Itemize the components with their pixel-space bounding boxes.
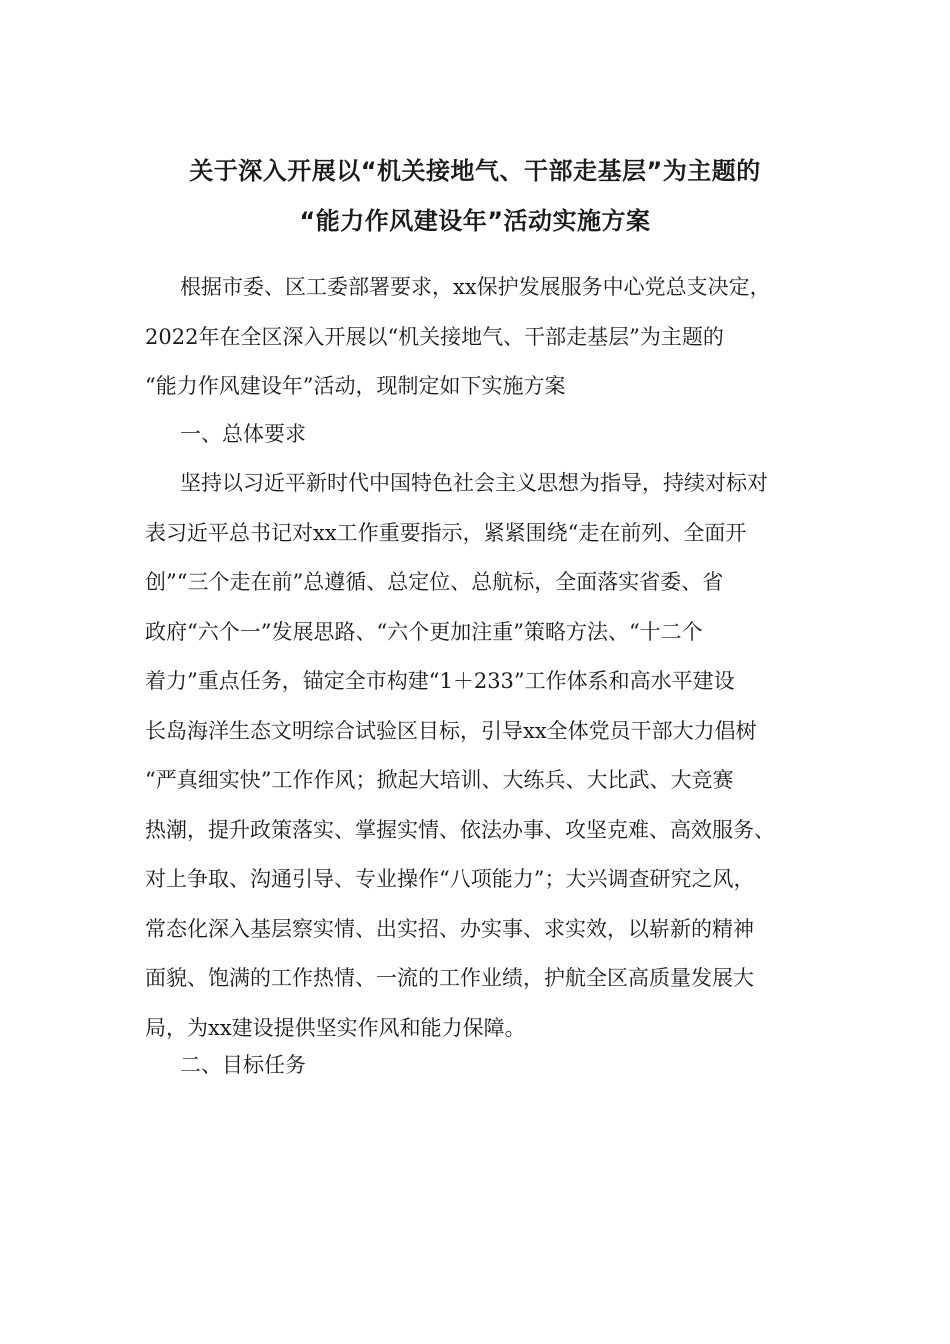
paragraph-line: 面貌、饱满的工作热情、一流的工作业绩，护航全区高质量发展大: [145, 966, 754, 990]
intro-line: “能力作风建设年”活动，现制定如下实施方案: [145, 374, 566, 398]
paragraph-line: 着力”重点任务，锚定全市构建“1＋233”工作体系和高水平建设: [145, 669, 735, 693]
intro-paragraph: [145, 263, 810, 412]
paragraph-line: 热潮，提升政策落实、掌握实情、依法办事、攻坚克难、高效服务、: [145, 817, 775, 842]
section-2-heading-block: [145, 1041, 810, 1091]
intro-line: 2022年在全区深入开展以“机关接地气、干部走基层”为主题的: [145, 324, 724, 349]
section-1-paragraph: [145, 459, 810, 1053]
paragraph-line: “严真细实快”工作作风；掀起大培训、大练兵、大比武、大竞赛: [145, 768, 734, 792]
intro-line: 根据市委、区工委部署要求，xx保护发展服务中心党总支决定，: [180, 275, 771, 299]
section-1-heading: 一、总体要求: [180, 422, 306, 446]
paragraph-line: 表习近平总书记对xx工作重要指示，紧紧围绕“走在前列、全面开: [145, 520, 747, 545]
paragraph-line: 局，为xx建设提供坚实作风和能力保障。: [145, 1015, 526, 1040]
paragraph-line: 对上争取、沟通引导、专业操作“八项能力”；大兴调查研究之风，: [145, 867, 755, 891]
section-2-heading: 二、目标任务: [180, 1053, 306, 1077]
document-title-line-1: 关于深入开展以“机关接地气、干部走基层”为主题的: [189, 157, 761, 185]
paragraph-line: 坚持以习近平新时代中国特色社会主义思想为指导，持续对标对: [180, 471, 768, 495]
document-title-line-2: “能力作风建设年”活动实施方案: [299, 207, 651, 235]
paragraph-line: 创”“三个走在前”总遵循、总定位、总航标，全面落实省委、省: [145, 570, 724, 594]
paragraph-line: 政府“六个一”发展思路、“六个更加注重”策略方法、“十二个: [145, 619, 703, 644]
paragraph-line: 常态化深入基层察实情、出实招、办实事、求实效，以崭新的精神: [145, 916, 754, 941]
paragraph-line: 长岛海洋生态文明综合试验区目标，引导xx全体党员干部大力倡树: [145, 718, 757, 743]
section-1-heading-block: [145, 410, 810, 460]
